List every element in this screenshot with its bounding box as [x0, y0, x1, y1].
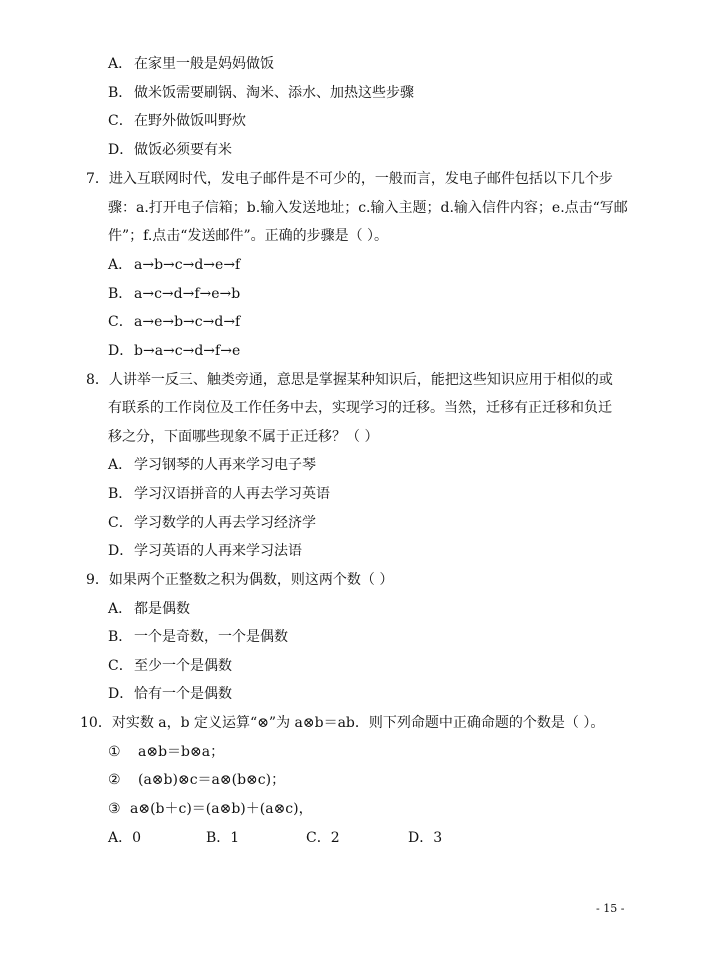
q9-option-c: C．至少一个是偶数	[108, 658, 232, 674]
q7-option-a: A． a→b→c→d→e→f	[108, 257, 241, 273]
q7-option-b: B． a→c→d→f→e→b	[108, 286, 241, 302]
q7-stem-line-3: 件”；f.点击“发送邮件”。正确的步骤是（ ）。	[108, 228, 389, 244]
q10-stem: 10．对实数 a，b 定义运算“⊗”为 a⊗b＝ab．则下列命题中正确命题的个数是（ ）。	[80, 715, 605, 731]
q7-option-d: D．b→a→c→d→f→e	[108, 343, 241, 359]
q10-option-b: B．1	[206, 830, 240, 846]
q8-number: 8．	[86, 372, 109, 388]
page-number: - 15 -	[596, 902, 625, 915]
q8-option-a: A． 学习钢琴的人再来学习电子琴	[108, 457, 316, 473]
q10-statement-2: ② (a⊗b)⊗c＝a⊗(b⊗c)；	[108, 772, 286, 788]
q9-stem: 9．如果两个正整数之积为偶数，则这两个数（ ）	[86, 572, 394, 588]
q7-stem-line-2: 骤：a.打开电子信箱；b.输入发送地址；c.输入主题；d.输入信件内容；e.点击“写邮	[108, 200, 628, 216]
q10-option-c: C．2	[306, 830, 340, 846]
q10-option-a: A．0	[108, 830, 142, 846]
q8-stem-line-1: 8．人讲举一反三、触类旁通，意思是掌握某种知识后，能把这些知识应用于相似的或	[86, 372, 613, 388]
q9-option-b: B． 一个是奇数，一个是偶数	[108, 629, 288, 645]
q8-stem-line-2: 有联系的工作岗位及工作任务中去，实现学习的迁移。当然，迁移有正迁移和负迁	[108, 400, 612, 416]
q6-option-b: B． 做米饭需要刷锅、淘米、添水、加热这些步骤	[108, 85, 414, 101]
q10-number: 10．	[80, 715, 112, 731]
q8-option-b: B． 学习汉语拼音的人再去学习英语	[108, 486, 330, 502]
q6-option-a: A． 在家里一般是妈妈做饭	[108, 56, 274, 72]
q8-option-c: C．学习数学的人再去学习经济学	[108, 515, 316, 531]
q8-stem-line-3: 移之分，下面哪些现象不属于正迁移？（ ）	[108, 429, 379, 445]
q7-option-c: C．a→e→b→c→d→f	[108, 314, 241, 330]
q10-statement-3: ③ a⊗(b＋c)＝(a⊗b)＋(a⊗c)，	[108, 801, 313, 817]
q10-statement-1: ① a⊗b＝b⊗a；	[108, 744, 225, 760]
q6-option-d: D．做饭必须要有米	[108, 142, 232, 158]
q9-option-d: D．恰有一个是偶数	[108, 686, 232, 702]
q6-option-c: C．在野外做饭叫野炊	[108, 113, 246, 129]
q8-option-d: D．学习英语的人再来学习法语	[108, 543, 302, 559]
q7-number: 7．	[86, 171, 109, 187]
q9-number: 9．	[86, 572, 109, 588]
q10-option-d: D．3	[408, 830, 443, 846]
q9-option-a: A． 都是偶数	[108, 601, 190, 617]
q7-stem-line-1: 7．进入互联网时代，发电子邮件是不可少的，一般而言，发电子邮件包括以下几个步	[86, 171, 613, 187]
